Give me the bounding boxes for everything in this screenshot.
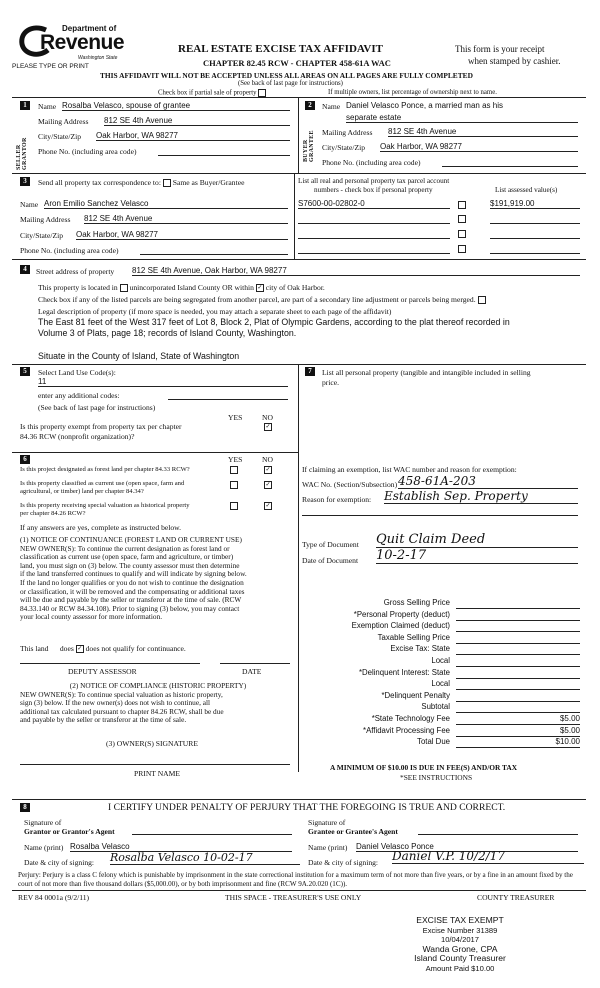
parcel-personal-checkbox-2[interactable] [458,215,466,223]
street-label: Street address of property [36,267,115,276]
fee-value[interactable] [456,679,580,690]
stamp-amount: Amount Paid $10.00 [425,963,495,973]
grantor-signature[interactable]: Rosalba Velasco 10-02-17 [110,851,300,865]
fee-row [302,644,580,656]
buyer-city[interactable]: Oak Harbor, WA 98277 [380,142,578,152]
grantee-date-city-label: Date & city of signing: [308,858,379,867]
notice1-line: NEW OWNER(S): To continue the current designation as forest land or [20,543,230,553]
exemption-heading: If claiming an exemption, list WAC number and reason for exemption: [302,465,517,474]
parcel-row-2[interactable] [298,214,450,224]
fee-value[interactable] [456,610,580,621]
partial-sale-checkbox[interactable] [258,89,266,97]
fee-value[interactable] [456,702,580,713]
fee-row [302,633,580,645]
fee-label: *Delinquent Penalty [381,690,450,700]
notice1-line: land, you must sign on (3) below. The county assessor must then determine [20,560,240,570]
s3-phone[interactable] [140,245,288,255]
segregation-checkbox[interactable] [478,296,486,304]
parcel-personal-checkbox-4[interactable] [458,245,466,253]
fee-label: Total Due [417,737,450,747]
s3-mail[interactable]: 812 SE 4th Avenue [84,214,288,224]
deputy-assessor-label: DEPUTY ASSESSOR [68,667,137,676]
fee-row [302,668,580,680]
located-text-a: This property is located in [38,283,118,292]
doc-type-label: Type of Document [302,540,359,549]
certify-text: I CERTIFY UNDER PENALTY OF PERJURY THAT THE FOREGOING IS TRUE AND CORRECT. [108,802,506,813]
assessed-value[interactable]: $191,919.00 [490,199,580,209]
grantor-sig-of: Signature of [24,818,62,827]
same-as-buyer-checkbox[interactable] [163,179,171,187]
notice1-line: If the land no longer qualifies or you do not wish to continue the designation [20,577,244,587]
partial-sale-label [158,89,266,97]
seller-phone[interactable] [158,146,290,156]
please-type: PLEASE TYPE OR PRINT [12,63,89,70]
does-not-checkbox[interactable]: ✓ [77,646,83,653]
fee-value[interactable]: $5.00 [456,726,580,737]
receipt-line1: This form is your receipt [455,44,545,54]
notice2-line: and payable by the seller or transferor at the time of sale. [20,715,187,725]
grantor-date-city-label: Date & city of signing: [24,858,95,867]
wac-number[interactable]: 458-61A-203 [398,474,578,489]
print-name-label: PRINT NAME [134,769,181,778]
section-8-number: 8 [20,803,30,812]
stamp-excise-number: Excise Number 31389 [422,925,498,935]
legal-label: Legal description of property (if more space is needed, you may attach a separate sheet to each page of the affidavit) [38,307,392,316]
wac-label: WAC No. (Section/Subsection) [302,480,398,489]
notice1-line: your local county assessor for more information. [20,612,163,622]
does-text: does [59,644,74,653]
this-land-text: This land [20,644,49,653]
buyer-phone[interactable] [442,157,578,167]
grantor-print-label: Name (print) [24,843,64,852]
fee-value[interactable] [456,668,580,679]
notice1-line: if the land transferred continues to qualify and will indicate by signing below. [20,569,247,579]
section-1-number: 1 [20,101,30,110]
s5-no-header: NO [262,413,273,422]
stamp-treasurer-name: Wanda Grone, CPA [422,943,498,954]
treasurer-only: THIS SPACE - TREASURER'S USE ONLY [225,893,362,902]
minimum-due: A MINIMUM OF $10.00 IS DUE IN FEE(S) AND/OR TAX [330,763,518,772]
s3-name-label: Name [20,200,39,209]
tax-correspondence-text: Send all property tax correspondence to: [38,178,161,187]
seller-city[interactable]: Oak Harbor, WA 98277 [96,131,290,141]
see-instructions: *SEE INSTRUCTIONS [400,773,473,782]
buyer-mail[interactable]: 812 SE 4th Avenue [388,127,578,137]
tax-correspondence-label [38,178,244,187]
current-use-no-checkbox[interactable]: ✓ [265,482,271,488]
notice1-line: (1) NOTICE OF CONTINUANCE (FOREST LAND OR CURRENT USE) [20,535,242,544]
s5-yes-header: YES [228,413,243,422]
parcel-personal-checkbox-1[interactable] [458,201,466,209]
notice1-line: or classification, it will be removed and the compensating or additional taxes [20,586,245,596]
section-4-number: 4 [20,265,30,274]
fee-row [302,726,580,738]
buyer-side-label: BUYER GRANTEE [303,130,315,162]
owner-signature-label: (3) OWNER(S) SIGNATURE [106,739,198,748]
reason-label: Reason for exemption: [302,495,372,504]
seller-phone-label: Phone No. (including area code) [38,147,137,156]
fee-row [302,702,580,714]
county-treasurer: COUNTY TREASURER [477,893,555,902]
fee-row [302,656,580,668]
fee-label: Exemption Claimed (deduct) [351,621,450,631]
fee-value[interactable] [456,633,580,644]
assessed-heading: List assessed value(s) [495,186,558,194]
notice2-line: NEW OWNER(S): To continue special valuation as historic property, [20,689,223,699]
notice1-line: 84.33.140 or RCW 84.34.108). Prior to signing (3) below, you may contact [20,603,240,613]
s3-city-label: City/State/Zip [20,231,64,240]
fee-label: Local [431,655,450,665]
notice2-heading: (2) NOTICE OF COMPLIANCE (HISTORIC PROPERTY) [69,681,247,690]
fee-label: *State Technology Fee [371,713,450,723]
fee-row [302,714,580,726]
fee-label: *Personal Property (deduct) [353,609,450,619]
form-rev: REV 84 0001a (9/2/11) [18,893,90,902]
grantee-sig-of: Signature of [308,818,346,827]
notice1-line: classification as current use (open space, farm and agriculture, or timber) [20,552,234,562]
seller-mail-label: Mailing Address [38,117,89,126]
fee-value[interactable] [456,691,580,702]
forest-no-checkbox[interactable]: ✓ [265,467,271,473]
section-3-number: 3 [20,177,30,186]
fee-table [302,598,580,749]
grantor-print-name[interactable]: Rosalba Velasco [70,842,292,852]
current-use-question-1: Is this property classified as current use (open space, farm and [20,480,185,487]
fee-value[interactable]: $5.00 [456,714,580,725]
parcel-row-4[interactable] [298,244,450,254]
fee-label: Local [431,679,450,689]
located-in [38,283,325,292]
assessed-row-2[interactable] [490,214,580,224]
buyer-phone-label: Phone No. (including area code) [322,158,421,167]
reason-line-2[interactable] [302,507,578,516]
receipt-line2: when stamped by cashier. [468,56,561,66]
form-subtitle: CHAPTER 82.45 RCW - CHAPTER 458-61A WAC [203,58,391,68]
segregation-line [38,295,486,304]
same-as-buyer-text: Same as Buyer/Grantee [172,178,245,187]
notice2-line: sign (3) below. If the new owner(s) does not wish to continue, all [20,698,211,708]
historic-no-checkbox[interactable]: ✓ [265,503,271,509]
s3-phone-label: Phone No. (including area code) [20,246,119,255]
fee-value[interactable] [456,644,580,655]
multiple-owners: If multiple owners, list percentage of ownership next to name. [328,89,497,96]
historic-question-1: Is this property receiving special valuation as historical property [20,502,190,509]
notice-compliance [20,682,296,725]
assessed-row-4[interactable] [490,244,580,254]
street-address[interactable]: 812 SE 4th Avenue, Oak Harbor, WA 98277 [132,266,580,276]
legal-line-2[interactable]: Volume 3 of Plats, page 18; records of Island County, Washington. [38,328,297,338]
section-5-number: 5 [20,367,30,376]
grantee-print-name[interactable]: Daniel Velasco Ponce [356,842,578,852]
assessor-date-label: DATE [242,667,262,676]
fee-label: *Delinquent Interest: State [358,667,450,677]
current-use-yes-checkbox[interactable] [230,481,238,489]
fee-row [302,621,580,633]
s6-yes-header: YES [228,455,243,464]
section-7-number: 7 [305,367,315,376]
parcel-row-3[interactable] [298,229,450,239]
s3-city[interactable]: Oak Harbor, WA 98277 [76,230,288,240]
warning-text: THIS AFFIDAVIT WILL NOT BE ACCEPTED UNLESS ALL AREAS ON ALL PAGES ARE FULLY COMPLETED [100,71,473,80]
parcel-personal-checkbox-3[interactable] [458,230,466,238]
unincorporated-checkbox[interactable] [120,284,128,292]
s3-mail-label: Mailing Address [20,215,71,224]
located-text-b: unincorporated Island County OR within [129,283,254,292]
fee-value[interactable]: $10.00 [456,737,580,748]
assessed-row-3[interactable] [490,229,580,239]
fee-row [302,691,580,703]
notice-continuance [20,536,296,622]
historic-question-2: per chapter 84.26 RCW? [20,510,86,517]
notice2-line: additional tax calculated pursuant to chapter 84.26 RCW, shall be due [20,706,224,716]
grantee-signature[interactable]: Daniel V.P. 10/2/17 [392,849,584,864]
fee-label: Subtotal [421,702,450,712]
buyer-name-label: Name [322,102,341,111]
does-not-text: does not qualify for continuance. [85,644,186,653]
personal-property-text-1: List all personal property (tangible and intangible included in selling [322,368,531,377]
excise-stamp [360,916,560,974]
stamp-title: EXCISE TAX EXEMPT [416,915,504,925]
grantee-print-label: Name (print) [308,843,348,852]
fee-value[interactable] [456,656,580,667]
located-text-c: city of Oak Harbor. [265,283,325,292]
stamp-date: 10/04/2017 [440,935,479,945]
seller-city-label: City/State/Zip [38,132,82,141]
fee-row [302,679,580,691]
logo-word: Revenue [40,31,125,54]
fee-row [302,598,580,610]
this-land-line [20,644,186,653]
parcel-heading-1: List all real and personal property tax parcel account [298,177,450,185]
fee-label: *Affidavit Processing Fee [363,725,450,735]
exempt-question-1: Is this property exempt from property tax per chapter [20,422,182,431]
current-use-question-2: agricultural, or timber) land per chapter 84.34? [20,488,144,495]
fee-value[interactable] [456,598,580,609]
form-title: REAL ESTATE EXCISE TAX AFFIDAVIT [178,43,383,55]
buyer-name-1[interactable]: Daniel Velasco Ponce, a married man as his [346,101,503,110]
dor-logo [18,22,125,64]
see-back: (See back of last page for instructions) [238,80,343,87]
if-yes-text: If any answers are yes, complete as instructed below. [20,523,182,532]
land-use-code[interactable]: 11 [38,377,288,387]
s6-no-header: NO [262,455,273,464]
exempt-question-2: 84.36 RCW (nonprofit organization)? [20,432,135,441]
fee-label: Taxable Selling Price [377,632,450,642]
section-2-number: 2 [305,101,315,110]
seller-side-label: SELLER GRANTOR [16,137,28,170]
legal-line-1[interactable]: The East 81 feet of the West 317 feet of Lot 8, Block 2, Plat of Olympic Gardens, according to the plat thereof recorded in [38,317,510,327]
logo-sub: Washington State [78,55,118,61]
exemption-reason[interactable]: Establish Sep. Property [384,489,578,504]
section-6-number: 6 [20,455,30,464]
fee-label: Gross Selling Price [383,598,450,607]
fee-row [302,737,580,749]
doc-date-label: Date of Document [302,556,359,565]
buyer-name-2[interactable]: separate estate [346,113,578,123]
personal-property-text-2: price. [322,378,340,387]
forest-question: Is this project designated as forest land per chapter 84.33 RCW? [20,466,190,473]
buyer-city-label: City/State/Zip [322,143,366,152]
seller-name-label: Name [38,102,57,111]
s3-name[interactable]: Aron Emilio Sanchez Velasco [44,199,288,209]
additional-codes[interactable] [168,390,288,400]
parcel-heading-2: numbers - check box if personal property [314,186,433,194]
stamp-treasurer-title: Island County Treasurer [414,953,506,964]
document-date[interactable]: 10-2-17 [376,548,578,564]
fee-label: Excise Tax: State [390,644,450,654]
fee-value[interactable] [456,621,580,632]
historic-yes-checkbox[interactable] [230,502,238,510]
buyer-mail-label: Mailing Address [322,128,373,137]
exempt-no-checkbox[interactable]: ✓ [265,424,271,430]
perjury-notice: Perjury: Perjury is a class C felony which is punishable by imprisonment in the state correctional institution for a maximum term of not more than five years, or by a fine in an amount fixed by the court of not more than five thousand dollars ($5,000.00), or by both imprisonment and fine (RCW 9A.20.020 (1C)). [18,871,573,888]
logo-dept: Department of [62,24,117,33]
city-checkbox[interactable]: ✓ [257,285,263,292]
forest-yes-checkbox[interactable] [230,466,238,474]
notice1-line: will be due and payable by the seller or transferor at the time of sale. (RCW [20,595,242,605]
grantee-agent-label: Grantee or Grantee's Agent [308,827,398,836]
grantor-agent-label: Grantor or Grantor's Agent [24,827,115,836]
document-type[interactable]: Quit Claim Deed [376,532,578,548]
land-use-see-back: (See back of last page for instructions) [38,403,156,412]
land-use-label: Select Land Use Code(s): [38,368,116,377]
partial-sale-text: Check box if partial sale of property [158,89,257,97]
seller-name[interactable]: Rosalba Velasco, spouse of grantee [62,101,290,111]
seller-mail[interactable]: 812 SE 4th Avenue [104,116,290,126]
fee-row [302,610,580,622]
segregation-text: Check box if any of the listed parcels are being segregated from another parcel, are part of a secondary line adjustment or parcels being merged. [38,295,476,304]
legal-line-3[interactable]: Situate in the County of Island, State of Washington [38,351,240,361]
additional-codes-label: enter any additional codes: [38,391,120,400]
parcel-number[interactable]: S7600-00-02802-0 [298,199,450,209]
